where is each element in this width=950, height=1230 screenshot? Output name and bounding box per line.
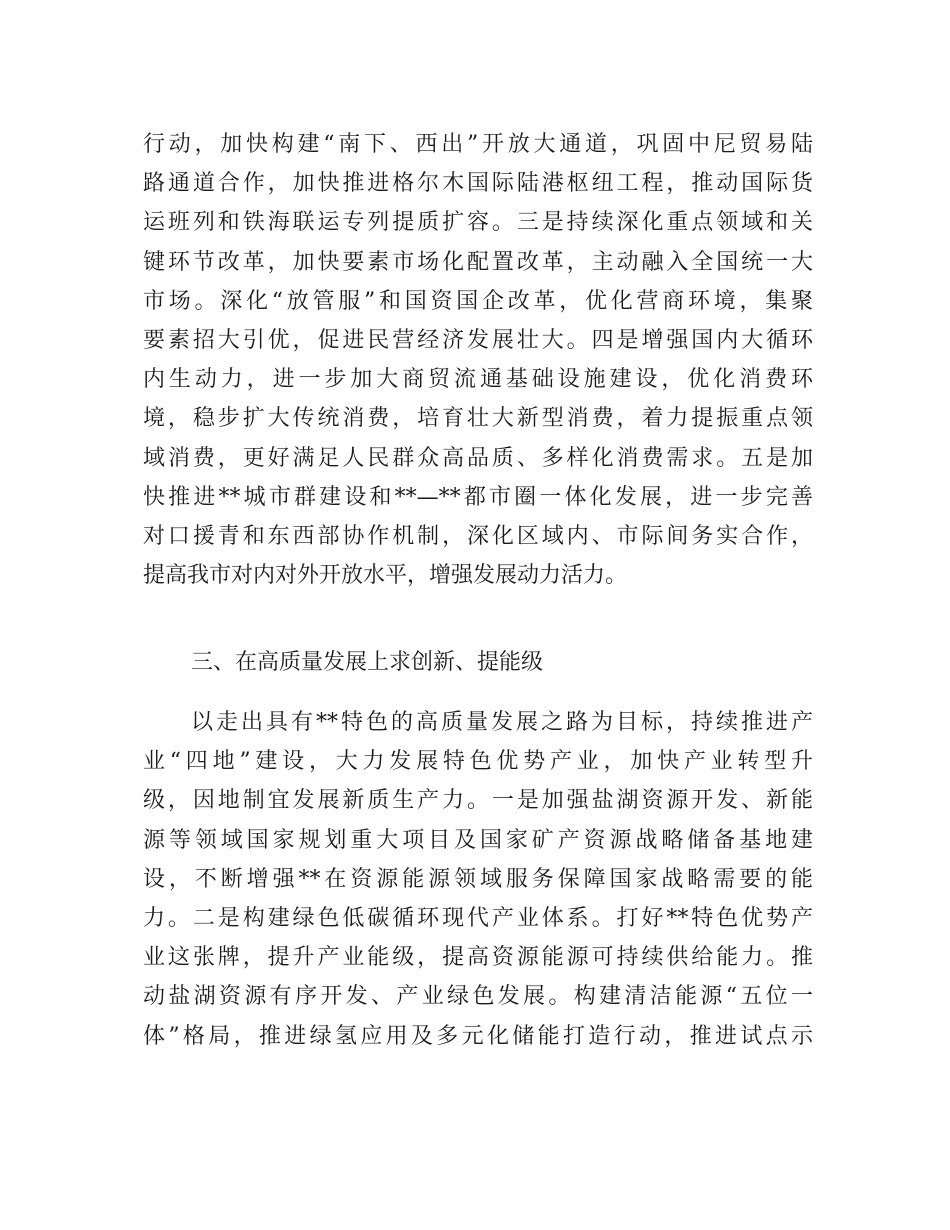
- section-heading-block: [143, 643, 813, 682]
- paragraph-line: 快推进**城市群建设和**—**都市圈一体化发展，进一步完善: [143, 484, 813, 510]
- paragraph-line: 键环节改革，加快要素市场化配置改革，主动融入全国统一大: [143, 249, 813, 275]
- paragraph-line: 源等领域国家规划重大项目及国家矿产资源战略储备基地建: [143, 827, 813, 853]
- paragraph-section3: [143, 703, 813, 1056]
- paragraph-line: 行动，加快构建“南下、西出”开放大通道，巩固中尼贸易陆: [143, 132, 813, 157]
- paragraph-line: 市场。深化“放管服”和国资国企改革，优化营商环境，集聚: [143, 288, 813, 314]
- paragraph-line: 运班列和铁海联运专列提质扩容。三是持续深化重点领域和关: [143, 210, 813, 236]
- paragraph-continued: [143, 125, 813, 595]
- paragraph-line: 动盐湖资源有序开发、产业绿色发展。构建清洁能源“五位一: [143, 984, 813, 1010]
- paragraph-line: 以走出具有**特色的高质量发展之路为目标，持续推进产: [191, 710, 813, 735]
- paragraph-line: 设，不断增强**在资源能源领域服务保障国家战略需要的能: [143, 866, 813, 892]
- paragraph-line: 内生动力，进一步加大商贸流通基础设施建设，优化消费环: [143, 367, 813, 393]
- paragraph-line: 域消费，更好满足人民群众高品质、多样化消费需求。五是加: [143, 445, 813, 471]
- paragraph-line: 要素招大引优，促进民营经济发展壮大。四是增强国内大循环: [143, 327, 813, 353]
- paragraph-line: 业这张牌，提升产业能级，提高资源能源可持续供给能力。推: [143, 945, 813, 971]
- paragraph-line: 境，稳步扩大传统消费，培育壮大新型消费，着力提振重点领: [143, 406, 813, 432]
- paragraph-line: 业“四地”建设，大力发展特色优势产业，加快产业转型升: [143, 749, 813, 775]
- paragraph-line: 路通道合作，加快推进格尔木国际陆港枢纽工程，推动国际货: [143, 171, 813, 197]
- paragraph-line: 提高我市对内对外开放水平，增强发展动力活力。: [143, 563, 628, 589]
- section-heading: 三、在高质量发展上求创新、提能级: [191, 650, 544, 675]
- paragraph-line: 体”格局，推进绿氢应用及多元化储能打造行动，推进试点示: [143, 1023, 813, 1049]
- paragraph-line: 力。二是构建绿色低碳循环现代产业体系。打好**特色优势产: [143, 905, 813, 931]
- paragraph-line: 对口援青和东西部协作机制，深化区域内、市际间务实合作，: [143, 523, 813, 549]
- paragraph-line: 级，因地制宜发展新质生产力。一是加强盐湖资源开发、新能: [143, 788, 813, 814]
